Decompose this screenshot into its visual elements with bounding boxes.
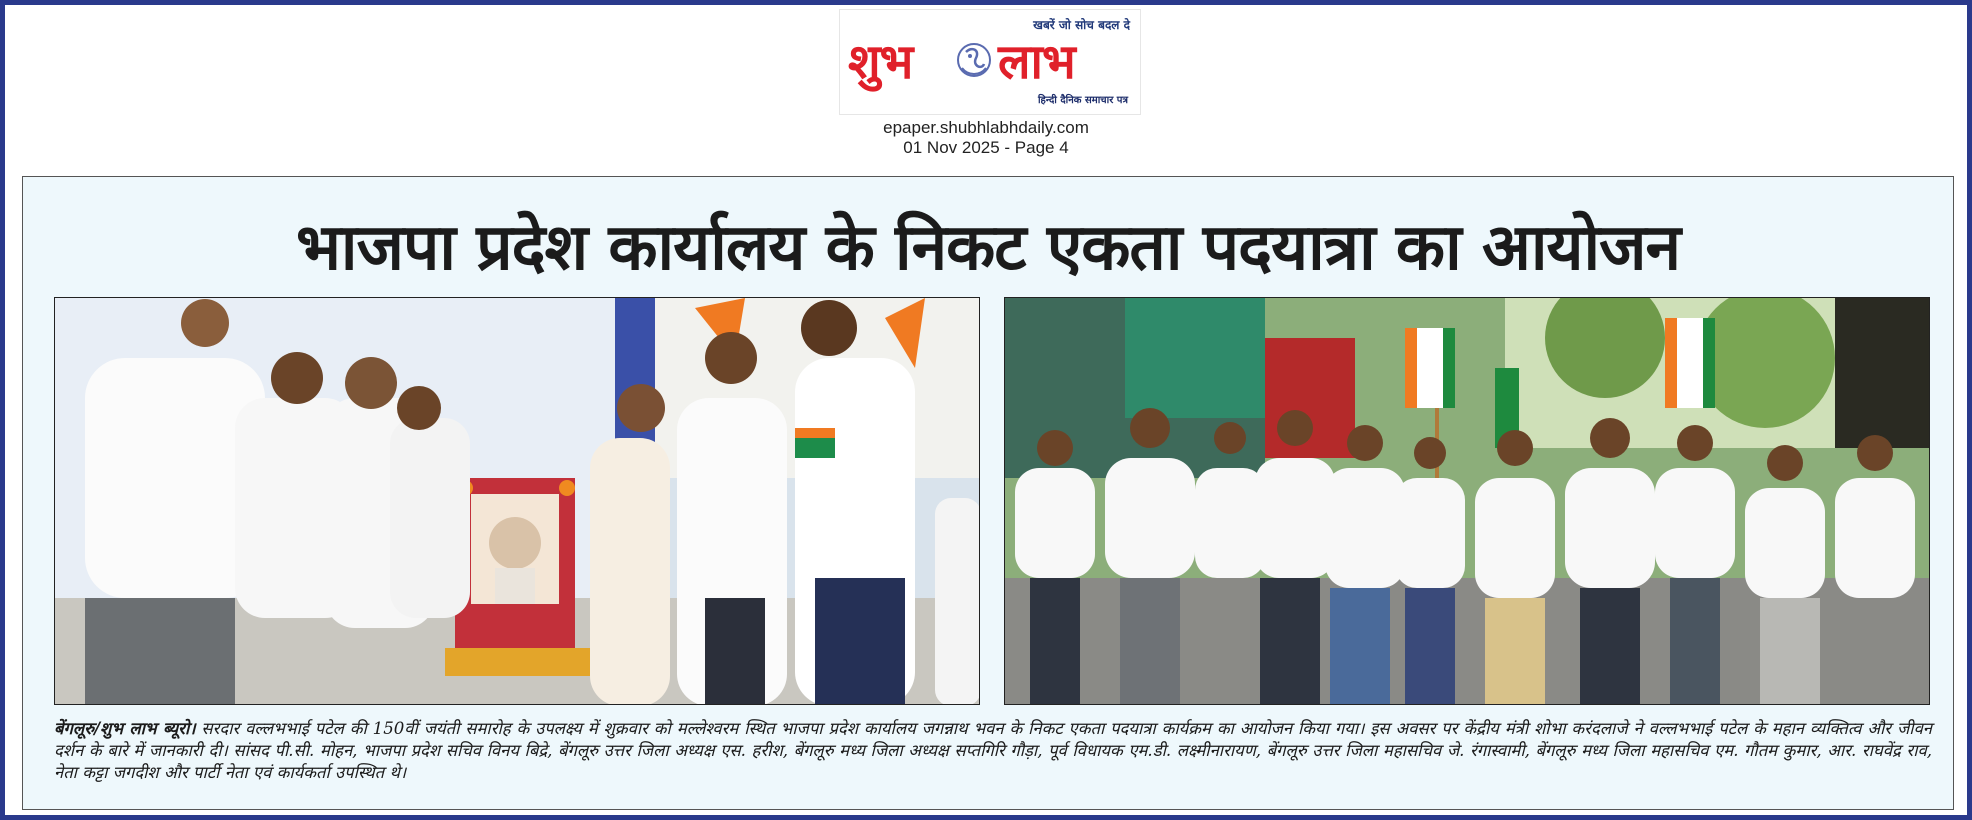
logo-word-left: शुभ — [848, 34, 913, 90]
dateline: बेंगलूरु/शुभ लाभ ब्यूरो। — [54, 718, 196, 738]
article-caption — [54, 717, 1932, 784]
unity-march-photo-image — [1005, 298, 1930, 705]
tribute-photo-image — [55, 298, 980, 705]
masthead-logo[interactable] — [839, 9, 1141, 115]
logo-tagline: खबरें जो सोच बदल दे — [1033, 18, 1130, 32]
unity-march-photo — [1004, 297, 1930, 705]
source-date-page: 01 Nov 2025 - Page 4 — [903, 138, 1069, 157]
ganesha-icon — [952, 38, 996, 82]
headline: भाजपा प्रदेश कार्यालय के निकट एकता पदयात्रा का आयोजन — [295, 211, 1681, 285]
source-url[interactable]: epaper.shubhlabhdaily.com — [883, 118, 1089, 137]
news-clipping — [22, 176, 1954, 810]
article-body: सरदार वल्लभभाई पटेल की 150वीं जयंती समारोह के उपलक्ष्य में शुक्रवार को मल्लेश्वरम स्थित भाजपा प्रदेश कार्यालय जगन्नाथ भवन के निकट एकता पदयात्रा कार्यक्रम का आयोजन किया गया। इस अवसर पर केंद्रीय मंत्री शोभा करंदलाजे ने वल्लभभाई पटेल के महान व्यक्तित्व और जीवन दर्शन के बारे में जानकारी दी। सांसद पी.सी. मोहन, भाजपा प्रदेश सचिव विनय बिद्रे, बेंगलूरु उत्तर जिला अध्यक्ष एस. हरीश, बेंगलूरु मध्य जिला अध्यक्ष सप्तगिरि गौड़ा, पूर्व विधायक एम.डी. लक्ष्मीनारायण, बेंगलूरु उत्तर जिला महासचिव जे. रंगास्वामी, बेंगलूरु मध्य जिला महासचिव एम. गौतम कुमार, आर. राघवेंद्र राव, नेता कट्टा जगदीश और पार्टी नेता एवं कार्यकर्ता उपस्थित थे। — [54, 719, 1932, 782]
logo-word-right: लाभ — [998, 34, 1075, 90]
tribute-photo — [54, 297, 980, 705]
logo-subtitle: हिन्दी दैनिक समाचार पत्र — [1037, 95, 1128, 106]
